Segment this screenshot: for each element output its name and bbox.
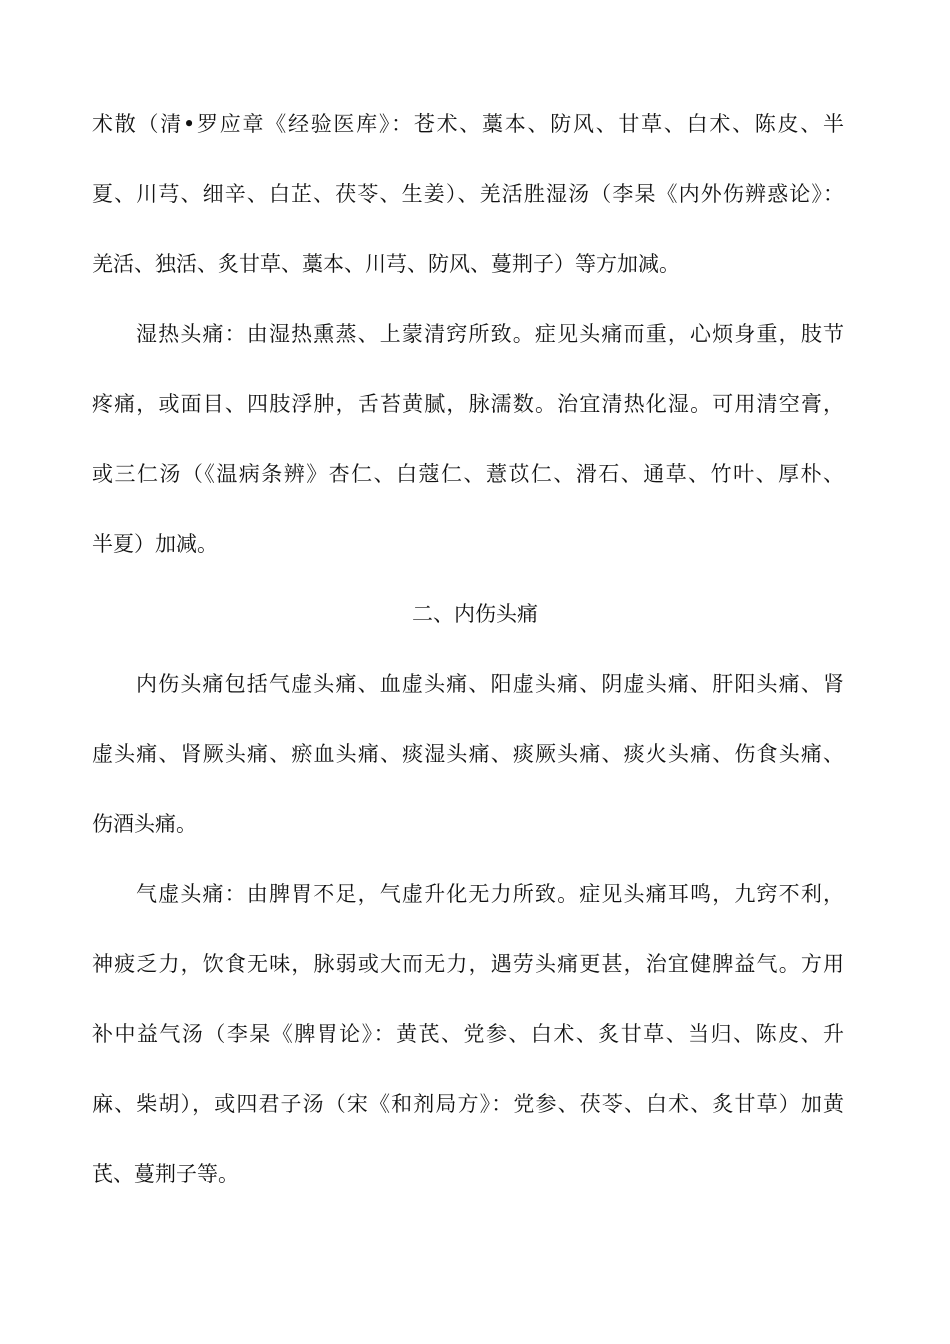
- text-line: 羌活、独活、炙甘草、藁本、川芎、防风、蔓荆子）等方加减。: [92, 252, 680, 276]
- text-line: 内伤头痛包括气虚头痛、血虚头痛、阳虚头痛、阴虚头痛、肝阳头痛、肾: [136, 672, 844, 696]
- section-heading: 二、内伤头痛: [412, 602, 538, 626]
- text-line: 疼痛，或面目、四肢浮肿，舌苔黄腻，脉濡数。治宜清热化湿。可用清空膏，: [92, 392, 844, 416]
- text-line: 芪、蔓荆子等。: [92, 1162, 239, 1186]
- text-line: 夏、川芎、细辛、白芷、茯苓、生姜）、羌活胜湿汤（李杲《内外伤辨惑论》：: [92, 182, 844, 206]
- text-line: 或三仁汤（《温病条辨》杏仁、白蔻仁、薏苡仁、滑石、通草、竹叶、厚朴、: [92, 462, 844, 486]
- text-line: 气虚头痛：由脾胃不足，气虚升化无力所致。症见头痛耳鸣，九窍不利，: [136, 882, 844, 906]
- text-line: 伤酒头痛。: [92, 812, 197, 836]
- text-line: 半夏）加减。: [92, 532, 218, 556]
- text-line: 虚头痛、肾厥头痛、瘀血头痛、痰湿头痛、痰厥头痛、痰火头痛、伤食头痛、: [92, 742, 844, 766]
- text-line: 湿热头痛：由湿热熏蒸、上蒙清窍所致。症见头痛而重，心烦身重，肢节: [136, 322, 844, 346]
- text-line: 麻、柴胡），或四君子汤（宋《和剂局方》：党参、茯苓、白术、炙甘草）加黄: [92, 1092, 844, 1116]
- text-line: 术散（清•罗应章《经验医库》：苍术、藁本、防风、甘草、白术、陈皮、半: [92, 112, 844, 136]
- text-line: 补中益气汤（李杲《脾胃论》：黄芪、党参、白术、炙甘草、当归、陈皮、升: [92, 1022, 844, 1046]
- text-line: 神疲乏力，饮食无味，脉弱或大而无力，遇劳头痛更甚，治宜健脾益气。方用: [92, 952, 844, 976]
